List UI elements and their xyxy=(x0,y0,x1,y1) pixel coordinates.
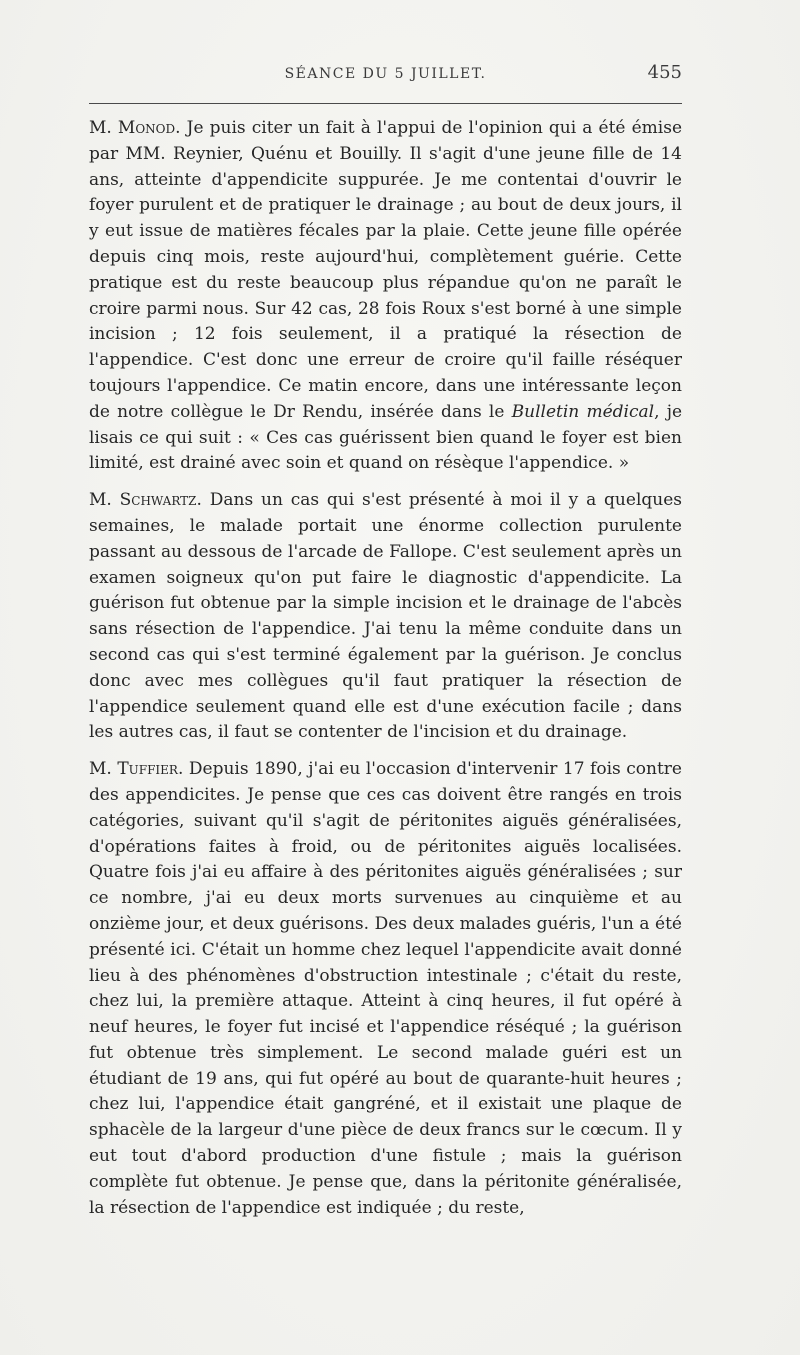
paragraph-monod xyxy=(89,116,682,477)
paragraph-text: Depuis 1890, j'ai eu l'occasion d'intervenir 17 fois contre des appendicites. Je pense que ces cas doivent être rangés en trois catégories, suivant qu'il s'agit de péritonites aiguës généralisées, d'opérations faites à froid, ou de péritonites aiguës localisées. Quatre fois j'ai eu affaire à des péritonites aiguës généralisées ; sur ce nombre, j'ai eu deux morts survenues au cinquième et au onzième jour, et deux guérisons. Des deux malades guéris, l'un a été présenté ici. C'était un homme chez lequel l'appendicite avait donné lieu à des phénomènes d'obstruction intestinale ; c'était du reste, chez lui, la première attaque. Atteint à cinq heures, il fut opéré à neuf heures, le foyer fut incisé et l'appendice réséqué ; la guérison fut obtenue très simplement. Le second malade guéri est un étudiant de 19 ans, qui fut opéré au bout de quarante-huit heures ; chez lui, l'appendice était gangréné, et il existait une plaque de sphacèle de la largeur d'une pièce de deux francs sur le cœcum. Il y eut tout d'abord production d'une fistule ; mais la guérison complète fut obtenue. Je pense que, dans la péritonite généralisée, la résection de l'appendice est indiquée ; du reste, xyxy=(89,759,682,1218)
speaker-name: M. Tuffier. xyxy=(89,759,184,780)
journal-citation: Bulletin médical xyxy=(511,401,655,422)
header-rule xyxy=(89,103,682,104)
paragraph-schwartz xyxy=(89,488,682,746)
paragraph-tuffier xyxy=(89,757,682,1221)
paragraph-text: Dans un cas qui s'est présenté à moi il y a quelques semaines, le malade portait une énorme collection purulente passant au dessous de l'arcade de Fallope. C'est seulement après un examen soigneux qu'on put faire le diagnostic d'appendicite. La guérison fut obtenue par la simple incision et le drainage de l'abcès sans résection de l'appendice. J'ai tenu la même conduite dans un second cas qui s'est terminé également par la guérison. Je conclus donc avec mes collègues qu'il faut pratiquer la résection de l'appendice seulement quand elle est d'une exécution facile ; dans les autres cas, il faut se contenter de l'incision et du drainage. xyxy=(89,490,682,743)
speaker-name: M. Monod. xyxy=(89,118,181,138)
paragraph-text: Je puis citer un fait à l'appui de l'opinion qui a été émise par MM. Reynier, Quénu et Bouilly. Il s'agit d'une jeune fille de 14 ans, atteinte d'appendicite suppurée. Je me contentai d'ouvrir le foyer purulent et de pratiquer le drainage ; au bout de deux jours, il y eut issue de matières fécales par la plaie. Cette jeune fille opérée depuis cinq mois, reste aujourd'hui, complètement guérie. Cette pratique est du reste beaucoup plus répandue qu'on ne paraît le croire parmi nous. Sur 42 cas, 28 fois Roux s'est borné à une simple incision ; 12 fois seulement, il a pratiqué la résection de l'appendice. C'est donc une erreur de croire qu'il faille réséquer toujours l'appendice. Ce matin encore, dans une intéressante leçon de notre collègue le Dr Rendu, insérée dans le xyxy=(89,118,683,422)
body-text xyxy=(89,116,682,1232)
speaker-name: M. Schwartz. xyxy=(89,490,202,511)
page-number: 455 xyxy=(647,62,682,83)
page-header xyxy=(89,62,682,92)
paragraph-text-continued: , je lisais ce qui suit : « Ces cas guérissent bien quand le foyer est bien limité, est drainé avec soin et quand on résèque l'appendice. » xyxy=(89,401,683,474)
running-head: SÉANCE DU 5 JUILLET. xyxy=(284,66,487,82)
